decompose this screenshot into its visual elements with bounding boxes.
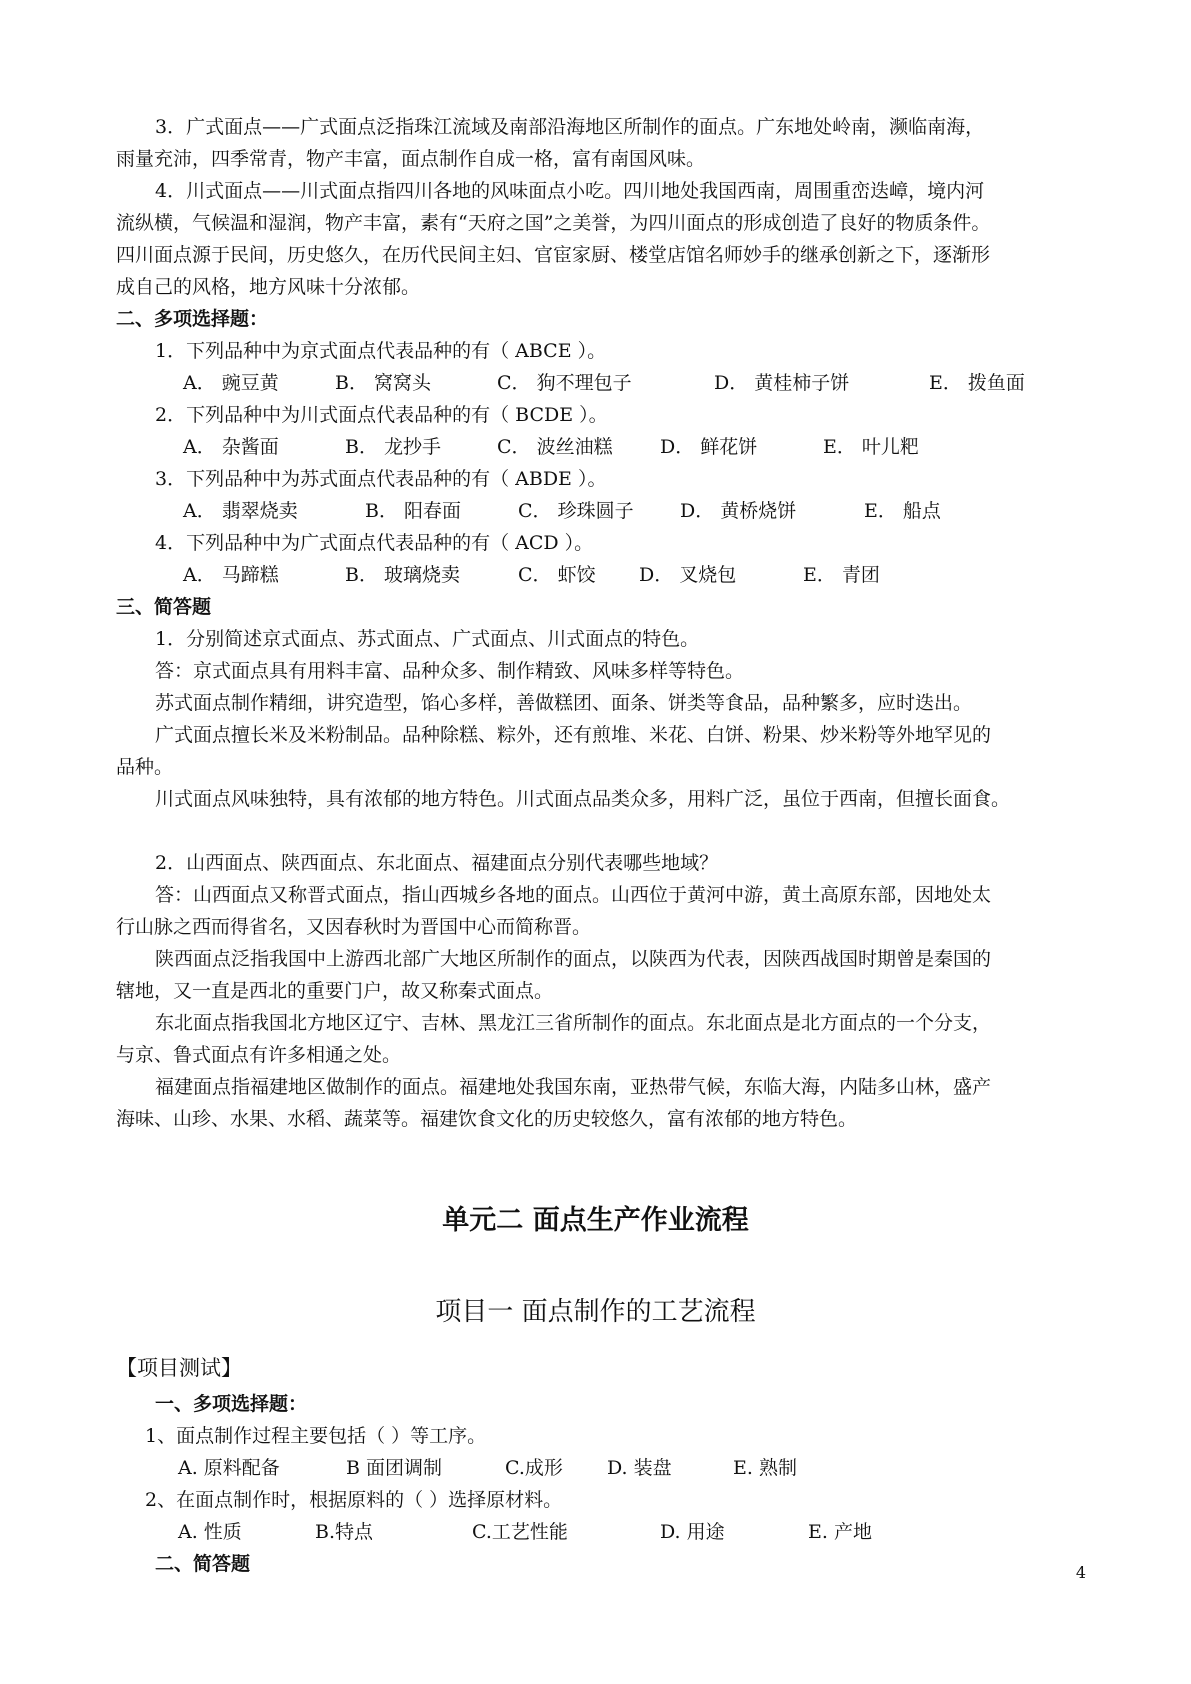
question-text: 1、面点制作过程主要包括（ ）等工序。 <box>145 1425 487 1447</box>
option-d: D． 黄桥烧饼 <box>680 500 797 522</box>
option-c: C． 珍珠圆子 <box>518 500 634 522</box>
paragraph-line: 辖地，又一直是西北的重要门户，故又称秦式面点。 <box>116 980 554 1002</box>
paragraph-line: 答：山西面点又称晋式面点，指山西城乡各地的面点。山西位于黄河中游，黄土高原东部，因地处太 <box>155 884 992 906</box>
paragraph-line: 海味、山珍、水果、水稻、蔬菜等。福建饮食文化的历史较悠久，富有浓郁的地方特色。 <box>116 1108 858 1130</box>
option-a: A． 马蹄糕 <box>183 564 279 586</box>
paragraph-line: 苏式面点制作精细，讲究造型，馅心多样，善做糕团、面条、饼类等食品，品种繁多，应时迭出。 <box>155 692 973 714</box>
option-e: E． 船点 <box>864 500 941 522</box>
section-heading-short-answer: 三、简答题 <box>116 596 212 618</box>
page-number: 4 <box>1075 1563 1086 1582</box>
option-e: E. 熟制 <box>733 1457 797 1479</box>
test-heading-short-answer: 二、简答题 <box>155 1553 251 1575</box>
option-d: D. 用途 <box>660 1521 725 1543</box>
paragraph-line: 3．广式面点——广式面点泛指珠江流域及南部沿海地区所制作的面点。广东地处岭南，濒临南海， <box>155 116 985 138</box>
paragraph-line: 陕西面点泛指我国中上游西北部广大地区所制作的面点，以陕西为代表，因陕西战国时期曾是秦国的 <box>155 948 992 970</box>
option-d: D． 鲜花饼 <box>660 436 758 458</box>
paragraph-line: 与京、鲁式面点有许多相通之处。 <box>116 1044 402 1066</box>
option-a: A. 原料配备 <box>178 1457 280 1479</box>
option-a: A. 性质 <box>178 1521 242 1543</box>
option-b: B． 阳春面 <box>365 500 462 522</box>
question-text: 1．下列品种中为京式面点代表品种的有（ ABCE ）。 <box>155 340 607 362</box>
paragraph-line: 流纵横，气候温和湿润，物产丰富，素有“天府之国”之美誉，为四川面点的形成创造了良好的物质条件。 <box>116 212 991 234</box>
option-c: C． 波丝油糕 <box>497 436 613 458</box>
option-d: D． 叉烧包 <box>639 564 737 586</box>
paragraph-line: 行山脉之西而得省名，又因春秋时为晋国中心而简称晋。 <box>116 916 592 938</box>
paragraph-line: 福建面点指福建地区做制作的面点。福建地处我国东南，亚热带气候，东临大海，内陆多山林，盛产 <box>155 1076 992 1098</box>
paragraph-line: 四川面点源于民间，历史悠久，在历代民间主妇、官宦家厨、楼堂店馆名师妙手的继承创新之下，逐渐形 <box>116 244 991 266</box>
paragraph-line: 广式面点擅长米及米粉制品。品种除糕、粽外，还有煎堆、米花、白饼、粉果、炒米粉等外地罕见的 <box>155 724 992 746</box>
unit-title: 单元二 面点生产作业流程 <box>442 1205 749 1236</box>
paragraph-line: 雨量充沛，四季常青，物产丰富，面点制作自成一格，富有南国风味。 <box>116 148 706 170</box>
paragraph-line: 4．川式面点——川式面点指四川各地的风味面点小吃。四川地处我国西南，周围重峦迭嶂，境内河 <box>155 180 985 202</box>
question-text: 2、在面点制作时，根据原料的（ ）选择原材料。 <box>145 1489 563 1511</box>
option-b: B.特点 <box>315 1521 374 1543</box>
option-d: D． 黄桂柿子饼 <box>714 372 850 394</box>
option-b: B． 玻璃烧卖 <box>345 564 461 586</box>
project-test-label: 【项目测试】 <box>116 1356 242 1380</box>
paragraph-line: 答：京式面点具有用料丰富、品种众多、制作精致、风味多样等特色。 <box>155 660 745 682</box>
option-c: C.成形 <box>505 1457 563 1479</box>
option-b: B 面团调制 <box>346 1457 443 1479</box>
section-heading-multiple-choice: 二、多项选择题： <box>116 308 269 330</box>
option-c: C． 狗不理包子 <box>497 372 632 394</box>
option-c: C． 虾饺 <box>518 564 596 586</box>
option-e: E． 拨鱼面 <box>929 372 1025 394</box>
option-b: B． 窝窝头 <box>335 372 432 394</box>
option-b: B． 龙抄手 <box>345 436 442 458</box>
option-e: E. 产地 <box>808 1521 872 1543</box>
project-title: 项目一 面点制作的工艺流程 <box>435 1297 756 1327</box>
option-a: A． 豌豆黄 <box>183 372 279 394</box>
paragraph-line: 2．山西面点、陕西面点、东北面点、福建面点分别代表哪些地域？ <box>155 852 719 874</box>
paragraph-line: 川式面点风味独特，具有浓郁的地方特色。川式面点品类众多，用料广泛，虽位于西南，但擅长面食。 <box>155 788 1011 810</box>
question-text: 2．下列品种中为川式面点代表品种的有（ BCDE ）。 <box>155 404 608 426</box>
question-text: 4．下列品种中为广式面点代表品种的有（ ACD ）。 <box>155 532 594 554</box>
option-d: D. 装盘 <box>607 1457 672 1479</box>
option-a: A． 杂酱面 <box>183 436 279 458</box>
paragraph-line: 东北面点指我国北方地区辽宁、吉林、黑龙江三省所制作的面点。东北面点是北方面点的一个分支， <box>155 1012 992 1034</box>
paragraph-line: 1．分别简述京式面点、苏式面点、广式面点、川式面点的特色。 <box>155 628 700 650</box>
option-c: C.工艺性能 <box>472 1521 568 1543</box>
paragraph-line: 品种。 <box>116 756 174 778</box>
paragraph-line: 成自己的风格，地方风味十分浓郁。 <box>116 276 421 298</box>
test-heading-multiple-choice: 一、多项选择题： <box>155 1393 308 1415</box>
option-e: E． 青团 <box>803 564 880 586</box>
option-e: E． 叶儿粑 <box>823 436 919 458</box>
option-a: A． 翡翠烧卖 <box>183 500 298 522</box>
question-text: 3．下列品种中为苏式面点代表品种的有（ ABDE ）。 <box>155 468 607 490</box>
